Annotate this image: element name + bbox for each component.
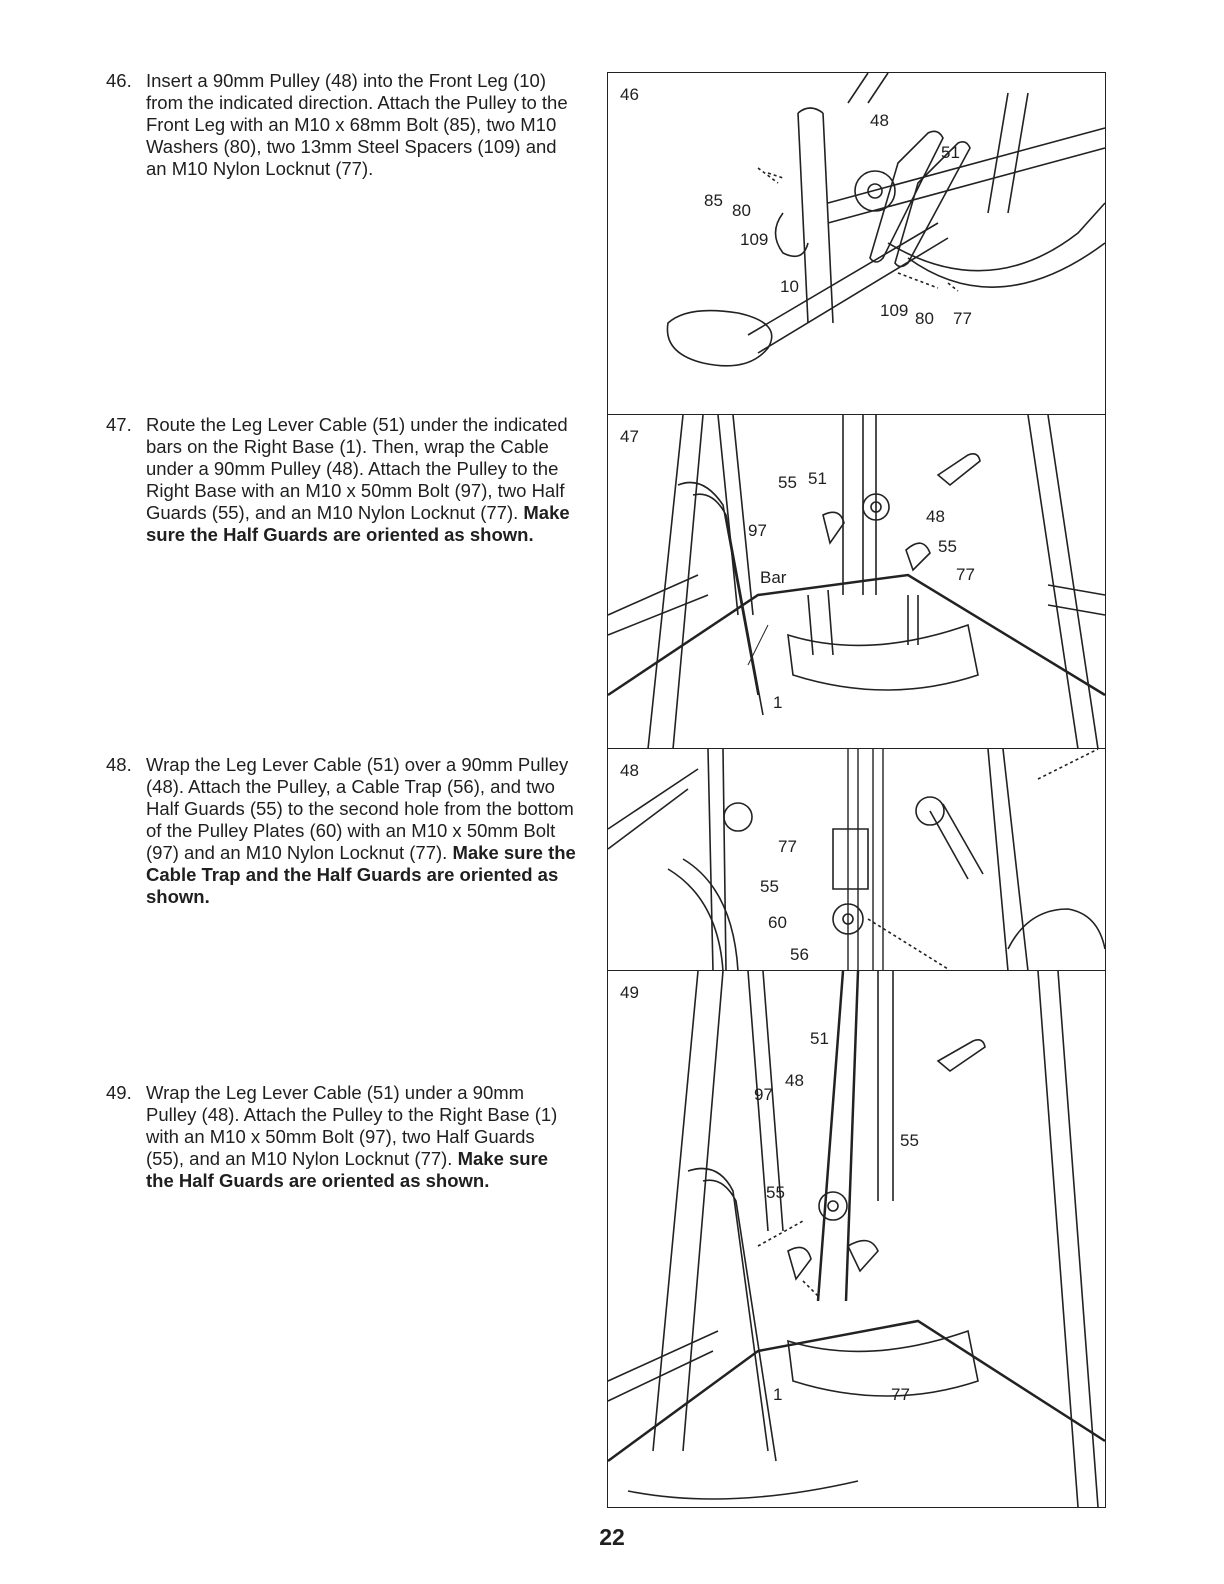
callout-48: 48	[926, 507, 945, 526]
callout-51: 51	[941, 143, 960, 162]
callout-77: 77	[956, 565, 975, 584]
callout-77: 77	[953, 309, 972, 328]
step-warning: Make sure the Half Guards are oriented as shown.	[146, 1148, 549, 1191]
callout-97: 97	[754, 1085, 773, 1104]
callout-51: 51	[808, 469, 827, 488]
callout-109: 109	[740, 230, 769, 249]
step-number: 47.	[106, 414, 132, 435]
step-number: 48.	[106, 754, 132, 775]
diagram-46	[607, 72, 1106, 416]
step-49	[106, 1082, 576, 1192]
step-text: Wrap the Leg Lever Cable (51) under a 90mm Pulley (48). Attach the Pulley to the Right Base (1) with an M10 x 50mm Bolt (97), two Half Guards (55), and an M10 Nylon Locknut (77).	[146, 1082, 558, 1169]
callout-109: 109	[880, 301, 909, 320]
callout-1: 1	[773, 1385, 783, 1404]
step-number: 46.	[106, 70, 132, 91]
callout-10: 10	[780, 277, 799, 296]
diagram-label: 48	[620, 761, 639, 780]
callout-55: 55	[778, 473, 797, 492]
step-number: 49.	[106, 1082, 132, 1103]
diagram-49-illustration	[608, 971, 1105, 1507]
step-text: Wrap the Leg Lever Cable (51) over a 90mm Pulley (48). Attach the Pulley, a Cable Trap (56), and two Half Guards (55) to the second hole from the bottom of the Pulley Plates (60) with an M10 x 50mm Bolt (97) and an M10 Nylon Locknut (77).	[146, 754, 574, 863]
diagram-47	[607, 414, 1106, 750]
callout-51: 51	[810, 1029, 829, 1048]
callout-77: 77	[891, 1385, 910, 1404]
step-46	[106, 70, 576, 180]
diagram-label: 47	[620, 427, 639, 446]
callout-1: 1	[773, 693, 783, 712]
diagram-label: 46	[620, 85, 639, 104]
step-text: Insert a 90mm Pulley (48) into the Front Leg (10) from the indicated direction. Attach the Pulley to the Front Leg with an M10 x 68mm Bolt (85), two M10 Washers (80), two 13mm Steel Spacers (109) and an M10 Nylon Locknut (77).	[146, 70, 568, 179]
callout-80: 80	[915, 309, 934, 328]
diagram-47-illustration	[608, 415, 1105, 749]
step-text: Route the Leg Lever Cable (51) under the indicated bars on the Right Base (1). Then, wrap the Cable under a 90mm Pulley (48). Attach the Pulley to the Right Base with an M10 x 50mm Bolt (97), two Half Guards (55), and an M10 Nylon Locknut (77).	[146, 414, 568, 523]
callout-55: 55	[766, 1183, 785, 1202]
callout-85: 85	[704, 191, 723, 210]
diagram-label: 49	[620, 983, 639, 1002]
callout-bar: Bar	[760, 568, 787, 587]
page-number: 22	[599, 1524, 625, 1550]
diagram-48-illustration	[608, 749, 1105, 971]
diagram-48	[607, 748, 1106, 972]
callout-55: 55	[938, 537, 957, 556]
callout-48: 48	[870, 111, 889, 130]
callout-97: 97	[748, 521, 767, 540]
diagram-46-illustration	[608, 73, 1105, 415]
callout-77: 77	[778, 837, 797, 856]
callout-60: 60	[768, 913, 787, 932]
callout-55: 55	[900, 1131, 919, 1150]
step-warning: Make sure the Cable Trap and the Half Guards are oriented as shown.	[146, 842, 576, 907]
diagram-49	[607, 970, 1106, 1508]
callout-80: 80	[732, 201, 751, 220]
callout-56: 56	[790, 945, 809, 964]
step-48	[106, 754, 576, 908]
callout-48: 48	[785, 1071, 804, 1090]
step-warning: Make sure the Half Guards are oriented as shown.	[146, 502, 570, 545]
callout-55: 55	[760, 877, 779, 896]
step-47	[106, 414, 576, 546]
